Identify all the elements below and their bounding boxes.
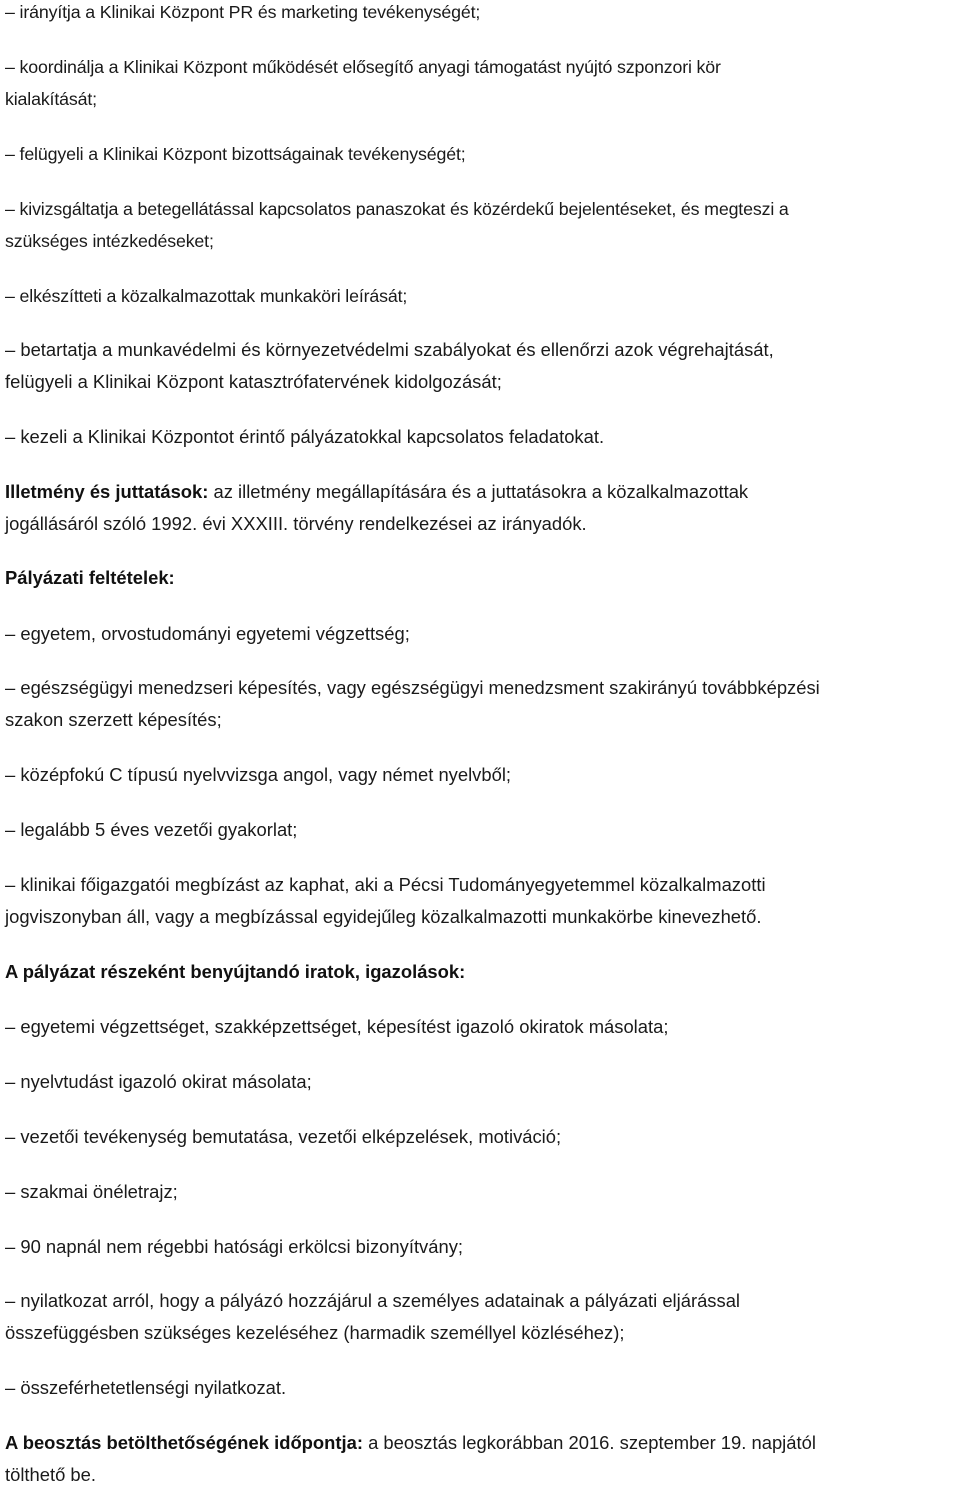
salary-paragraph xyxy=(5,480,748,504)
duty-line: felügyeli a Klinikai Központ katasztrófatervének kidolgozását; xyxy=(5,371,502,392)
document-line: – 90 napnál nem régebbi hatósági erkölcsi bizonyítvány; xyxy=(5,1236,464,1257)
duty-line: – irányítja a Klinikai Központ PR és marketing tevékenységét; xyxy=(5,2,481,22)
condition-line: – klinikai főigazgatói megbízást az kaphat, aki a Pécsi Tudományegyetemmel közalkalmazotti xyxy=(5,874,766,895)
duty-line: – koordinálja a Klinikai Központ működését elősegítő anyagi támogatást nyújtó szponzori kör xyxy=(5,57,721,77)
salary-text-cont: jogállásáról szóló 1992. évi XXXIII. törvény rendelkezései az irányadók. xyxy=(5,513,587,534)
start-date-heading: A beosztás betölthetőségének időpontja: xyxy=(5,1432,363,1453)
start-date-paragraph xyxy=(5,1431,816,1455)
start-date-text: a beosztás legkorábban 2016. szeptember 19. napjától xyxy=(362,1432,816,1453)
condition-line: – középfokú C típusú nyelvvizsga angol, vagy német nyelvből; xyxy=(5,764,512,785)
duty-line: – betartatja a munkavédelmi és környezetvédelmi szabályokat és ellenőrzi azok végrehajtását, xyxy=(5,339,774,360)
document-line: – összeférhetetlenségi nyilatkozat. xyxy=(5,1377,287,1398)
document-line: – vezetői tevékenység bemutatása, vezetői elképzelések, motiváció; xyxy=(5,1126,562,1147)
document-line: – nyilatkozat arról, hogy a pályázó hozzájárul a személyes adatainak a pályázati eljárással xyxy=(5,1290,741,1311)
salary-heading: Illetmény és juttatások: xyxy=(5,481,209,502)
condition-line: jogviszonyban áll, vagy a megbízással egyidejűleg közalkalmazotti munkakörbe kinevezhető. xyxy=(5,906,762,927)
duty-line: – kivizsgáltatja a betegellátással kapcsolatos panaszokat és közérdekű bejelentéseket, és megteszi a xyxy=(5,199,789,219)
salary-text: az illetmény megállapítására és a juttatásokra a közalkalmazottak xyxy=(208,481,749,502)
conditions-paragraph xyxy=(5,566,175,590)
duty-line: szükséges intézkedéseket; xyxy=(5,231,214,251)
condition-line: – egészségügyi menedzseri képesítés, vagy egészségügyi menedzsment szakirányú továbbképzési xyxy=(5,677,820,698)
document-line: – szakmai önéletrajz; xyxy=(5,1181,178,1202)
start-date-text-cont: tölthető be. xyxy=(5,1464,97,1485)
duty-line: – kezeli a Klinikai Központot érintő pályázatokkal kapcsolatos feladatokat. xyxy=(5,426,605,447)
condition-line: szakon szerzett képesítés; xyxy=(5,709,222,730)
document-line: – egyetemi végzettséget, szakképzettséget, képesítést igazoló okiratok másolata; xyxy=(5,1016,669,1037)
conditions-heading: Pályázati feltételek: xyxy=(5,567,175,588)
documents-heading: A pályázat részeként benyújtandó iratok, igazolások: xyxy=(5,961,466,982)
duty-line: – felügyeli a Klinikai Központ bizottságainak tevékenységét; xyxy=(5,144,466,164)
duty-line: kialakítását; xyxy=(5,89,97,109)
condition-line: – egyetem, orvostudományi egyetemi végzettség; xyxy=(5,623,410,644)
condition-line: – legalább 5 éves vezetői gyakorlat; xyxy=(5,819,298,840)
document-line: – nyelvtudást igazoló okirat másolata; xyxy=(5,1071,312,1092)
duty-line: – elkészítteti a közalkalmazottak munkaköri leírását; xyxy=(5,286,408,306)
documents-paragraph xyxy=(5,960,465,984)
document-line: összefüggésben szükséges kezeléséhez (harmadik személlyel közléséhez); xyxy=(5,1322,625,1343)
